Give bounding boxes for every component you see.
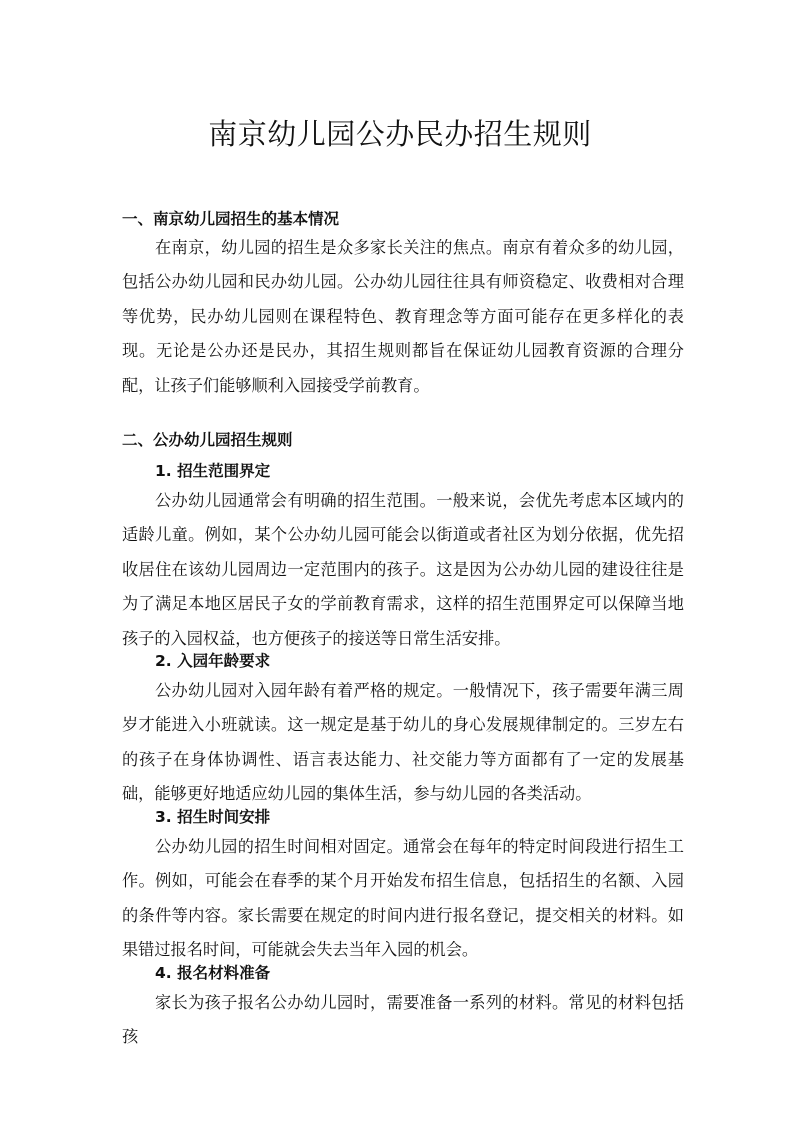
subsection-1-heading: 1. 招生范围界定 xyxy=(155,462,271,480)
subsection-4-heading: 4. 报名材料准备 xyxy=(155,964,271,982)
subsection-3-paragraph: 公办幼儿园的招生时间相对固定。通常会在每年的特定时间段进行招生工作。例如，可能会在春季的某个月开始发布招生信息，包括招生的名额、入园的条件等内容。家长需要在规定的时间内进行报名登记，提交相关的材料。如果错过报名时间，可能就会失去当年入园的机会。 xyxy=(122,837,684,960)
section-2-heading: 二、公办幼儿园招生规则 xyxy=(122,431,293,449)
section-1-paragraph: 在南京，幼儿园的招生是众多家长关注的焦点。南京有着众多的幼儿园，包括公办幼儿园和民办幼儿园。公办幼儿园往往具有师资稳定、收费相对合理等优势，民办幼儿园则在课程特色、教育理念等方面可能存在更多样化的表现。无论是公办还是民办，其招生规则都旨在保证幼儿园教育资源的合理分配，让孩子们能够顺利入园接受学前教育。 xyxy=(122,238,684,395)
section-1-heading: 一、南京幼儿园招生的基本情况 xyxy=(122,210,340,228)
subsection-2-paragraph: 公办幼儿园对入园年龄有着严格的规定。一般情况下，孩子需要年满三周岁才能进入小班就读。这一规定是基于幼儿的身心发展规律制定的。三岁左右的孩子在身体协调性、语言表达能力、社交能力等方面都有了一定的发展基础，能够更好地适应幼儿园的集体生活，参与幼儿园的各类活动。 xyxy=(122,681,684,804)
subsection-4-paragraph: 家长为孩子报名公办幼儿园时，需要准备一系列的材料。常见的材料包括孩 xyxy=(122,993,684,1047)
subsection-1-paragraph: 公办幼儿园通常会有明确的招生范围。一般来说，会优先考虑本区域内的适龄儿童。例如，某个公办幼儿园可能会以街道或者社区为划分依据，优先招收居住在该幼儿园周边一定范围内的孩子。这是因为公办幼儿园的建设往往是为了满足本地区居民子女的学前教育需求，这样的招生范围界定可以保障当地孩子的入园权益，也方便孩子的接送等日常生活安排。 xyxy=(122,491,684,648)
subsection-3-heading: 3. 招生时间安排 xyxy=(155,808,271,826)
subsection-2-heading: 2. 入园年龄要求 xyxy=(155,652,271,670)
document-title: 南京幼儿园公办民办招生规则 xyxy=(208,117,592,151)
